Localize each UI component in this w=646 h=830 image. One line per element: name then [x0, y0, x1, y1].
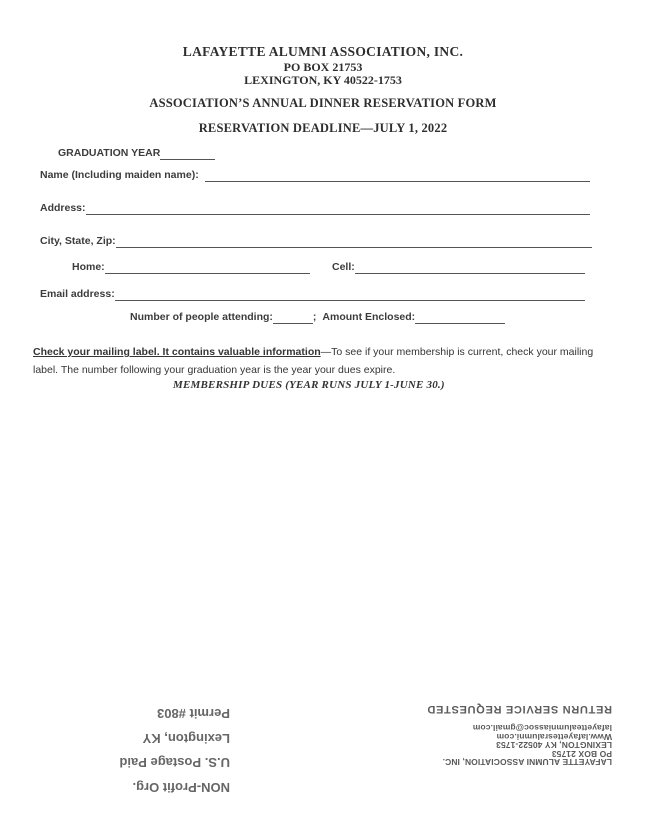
return-address-line: lafayettealumniassoc@gmail.com — [472, 723, 612, 734]
address-field-line — [86, 203, 590, 215]
name-field-line — [205, 170, 590, 182]
postage-line: NON-Profit Org. — [132, 780, 230, 795]
attendance-row — [130, 311, 505, 324]
return-address-block — [388, 694, 612, 766]
attending-label: Number of people attending: — [130, 311, 273, 323]
separator-semicolon: ; — [312, 311, 317, 323]
cell-phone-label: Cell: — [332, 261, 355, 273]
mailing-label-note — [33, 343, 595, 379]
mailing-label-note-body: —To see if your membership is current, check your mailing label. The number following your graduation year is the year your dues expire. — [33, 346, 594, 376]
postage-line: Lexington, KY — [142, 731, 230, 746]
return-address-line: LEXINGTON, KY 40522-1753 — [496, 740, 612, 751]
email-label: Email address: — [40, 288, 115, 300]
return-address-line: LAFAYETTE ALUMNI ASSOCIATION, INC. — [442, 757, 612, 767]
name-label: Name (Including maiden name): — [40, 169, 199, 181]
city-state-zip-field-line — [116, 236, 592, 248]
address-label: Address: — [40, 202, 86, 214]
mailing-label-note-emphasis: Check your mailing label. It contains valuable information — [33, 346, 321, 358]
attending-field-line — [273, 312, 313, 324]
return-address-line: Www.lafayettesralumni.com — [496, 731, 612, 742]
home-phone-field-line — [105, 262, 310, 274]
membership-dues-line: MEMBERSHIP DUES (YEAR RUNS JULY 1-JUNE 30.) — [173, 379, 445, 391]
graduation-year-label: GRADUATION YEAR — [58, 147, 161, 159]
home-phone-row — [72, 261, 310, 274]
cell-phone-row — [332, 261, 585, 274]
return-service-requested-line: RETURN SERVICE REQUESTED — [426, 702, 612, 715]
cell-phone-field-line — [355, 262, 585, 274]
home-phone-label: Home: — [72, 261, 105, 273]
city-state-zip-label: City, State, Zip: — [40, 235, 116, 247]
amount-field-line — [415, 312, 505, 324]
return-address-line: PO BOX 21753 — [551, 748, 612, 759]
address-row — [40, 202, 590, 215]
email-row — [40, 288, 585, 301]
org-name: LAFAYETTE ALUMNI ASSOCIATION, INC. — [182, 44, 464, 59]
org-city-line: LEXINGTON, KY 40522-1753 — [244, 73, 402, 87]
postage-line: U.S. Postage Paid — [119, 755, 230, 771]
graduation-year-field-line — [160, 148, 215, 160]
email-field-line — [115, 289, 585, 301]
amount-enclosed-label: Amount Enclosed: — [322, 311, 416, 323]
name-row — [40, 169, 590, 182]
org-po-box: PO BOX 21753 — [283, 60, 363, 74]
postage-line: Permit #803 — [157, 706, 230, 722]
postage-indicia-block — [96, 699, 230, 799]
form-title: ASSOCIATION’S ANNUAL DINNER RESERVATION FORM — [149, 96, 497, 110]
city-state-zip-row — [40, 235, 592, 248]
graduation-year-row — [58, 147, 215, 160]
deadline-line: RESERVATION DEADLINE—JULY 1, 2022 — [198, 121, 448, 135]
